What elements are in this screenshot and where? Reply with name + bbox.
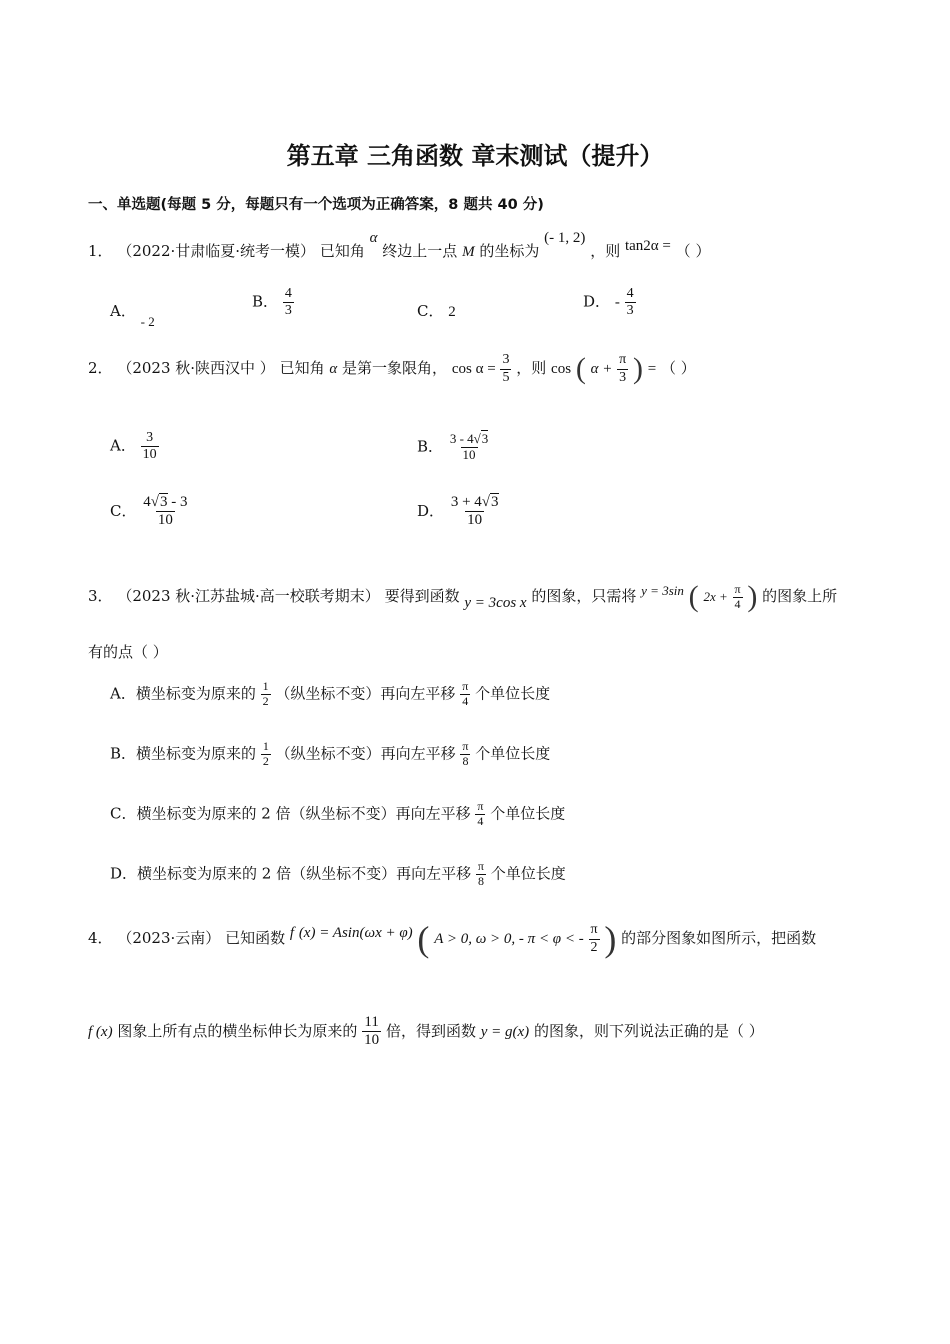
option-c: C．横坐标变为原来的 2 倍（纵坐标不变）再向左平移 $\frac{\pi}{4}$ 个单位长度	[110, 799, 566, 828]
option-label: D．	[110, 864, 138, 883]
question-source: （2023 秋·陕西汉中 ）	[117, 359, 275, 377]
option-label: C．	[110, 501, 137, 520]
option-fraction: $\frac{3 - 4√3}{10}$	[449, 431, 489, 462]
math-condition: A > 0, ω > 0, - π < φ < -	[434, 931, 584, 947]
question-text: 已知角	[319, 242, 365, 260]
option-d: D．横坐标变为原来的 2 倍（纵坐标不变）再向左平移 $\frac{\pi}{8}$ 个单位长度	[110, 859, 566, 888]
question-text: 要得到函数	[384, 587, 460, 605]
math-cos: cos	[551, 361, 572, 377]
math-point: M	[462, 244, 475, 260]
option-label: B．	[252, 292, 279, 311]
option-label: A．	[110, 684, 136, 703]
question-text: 倍，得到函数	[385, 1021, 476, 1040]
option-label: D．	[417, 501, 445, 520]
option-label: A．	[110, 302, 136, 320]
option-a	[110, 300, 155, 329]
math-function: y = 3sin	[641, 583, 684, 598]
option-label: C．	[417, 302, 444, 320]
option-label: C．	[110, 804, 137, 823]
question-number: 2．	[88, 359, 113, 377]
math-alpha: α	[329, 361, 338, 377]
option-value: 2	[448, 304, 456, 320]
question-number: 1．	[88, 242, 113, 260]
option-d	[583, 286, 636, 319]
math-equals: =	[647, 361, 657, 377]
question-text: 已知函数	[225, 929, 286, 947]
math-fraction: $\frac{11}{10}$	[364, 1014, 380, 1049]
option-b: B．横坐标变为原来的 $\frac{1}{2}$ （纵坐标不变）再向左平移 $\frac{\pi}{8}$ 个单位长度	[110, 739, 551, 768]
option-fraction: $\frac{1}{2}$	[262, 679, 269, 708]
math-fraction: $\frac{3}{5}$	[502, 352, 510, 385]
option-fraction: $\frac{\pi}{4}$	[462, 679, 469, 708]
question-text: 的图象，则下列说法正确的是（ ）	[533, 1021, 764, 1040]
option-fraction: $\frac{4}{3}$	[626, 286, 634, 319]
option-b	[252, 286, 294, 319]
math-function: y = 3cos x	[464, 595, 527, 611]
answer-blank: （ ）	[661, 359, 696, 377]
question-text: 终边上一点	[382, 242, 458, 260]
option-c	[417, 300, 456, 321]
section-heading: 一、单选题(每题 5 分，每题只有一个选项为正确答案，8 题共 40 分)	[88, 197, 544, 213]
math-inner: 2x +	[703, 589, 728, 604]
question-4-line-2	[88, 1014, 764, 1050]
option-label: B．	[110, 744, 137, 763]
question-text: 的部分图象如图所示，把函数	[621, 929, 817, 947]
question-3-line-2: 有的点（ ）	[88, 643, 168, 661]
question-3: 3． （2023 秋·江苏盐城·高一校联考期末） 要得到函数 y = 3cos x 的图象，只需将 y = 3sin ( 2x + $\frac{\pi}{4}$ ) 的图象上所	[88, 580, 838, 613]
math-fraction: $\frac{\pi}{2}$	[590, 922, 598, 955]
question-1	[88, 230, 711, 261]
question-source: （2023 秋·江苏盐城·高一校联考期末）	[117, 587, 380, 605]
math-function: f (x)	[88, 1023, 113, 1040]
option-c	[110, 494, 190, 530]
option-value: - 2	[140, 314, 155, 329]
option-b	[417, 432, 490, 463]
option-fraction: $\frac{4}{3}$	[284, 286, 292, 319]
math-coordinate: (- 1, 2)	[544, 230, 586, 246]
option-fraction: $\frac{3}{10}$	[142, 430, 157, 463]
option-fraction: $\frac{4√3 - 3}{10}$	[143, 494, 188, 529]
question-text: 的图象上所	[762, 587, 838, 605]
question-number: 4．	[88, 929, 113, 947]
math-fraction: $\frac{\pi}{4}$	[734, 581, 741, 611]
answer-blank: （ ）	[675, 242, 711, 260]
page-title: 第五章 三角函数 章末测试（提升）	[286, 142, 664, 170]
math-fraction: $\frac{\pi}{3}$	[619, 352, 627, 385]
math-inner: α +	[590, 361, 613, 377]
question-text: 图象上所有点的横坐标伸长为原来的	[117, 1021, 358, 1040]
question-text: 是第一象限角，	[342, 359, 448, 377]
question-4: 4． （2023·云南） 已知函数 f (x) = Asin(ωx + φ) ( A > 0, ω > 0, - π < φ < - $\frac{\pi}{2}$ ) 的部分图象如图所示，把函数	[88, 919, 817, 959]
question-text: 的坐标为	[479, 242, 540, 260]
option-fraction: $\frac{3 + 4√3}{10}$	[450, 494, 499, 529]
math-cos-lhs: cos α =	[451, 361, 496, 377]
math-function: y = g(x)	[480, 1023, 530, 1040]
option-label: B．	[417, 437, 444, 456]
option-label: D．	[583, 292, 611, 311]
question-text: ，则	[590, 242, 621, 260]
math-alpha: α	[369, 230, 378, 246]
option-sign: -	[614, 294, 620, 311]
question-source: （2023·云南）	[117, 929, 221, 947]
question-text: 的图象，只需将	[531, 587, 637, 605]
option-a	[110, 430, 159, 463]
question-text: ，则	[516, 359, 547, 377]
option-label: A．	[110, 436, 136, 455]
option-a: A．横坐标变为原来的 $\frac{1}{2}$ （纵坐标不变）再向左平移 $\frac{\pi}{4}$ 个单位长度	[110, 679, 551, 708]
math-expression: tan2α =	[624, 238, 671, 254]
math-function: (x) = Asin(ωx + φ)	[298, 925, 413, 941]
question-source: （2022·甘肃临夏·统考一模）	[117, 242, 316, 260]
question-number: 3．	[88, 587, 113, 605]
option-d	[417, 494, 501, 530]
question-2: 2． （2023 秋·陕西汉中 ） 已知角 α 是第一象限角， cos α = $\frac{3}{5}$ ，则 cos ( α + $\frac{\pi}{3}$ ) = （ ）	[88, 352, 696, 385]
question-text: 已知角	[279, 359, 325, 377]
option-fraction: $\frac{1}{2}$	[262, 739, 269, 768]
option-fraction: $\frac{\pi}{8}$	[462, 739, 469, 768]
option-fraction: $\frac{\pi}{4}$	[477, 799, 484, 828]
math-f: f	[289, 925, 295, 941]
option-fraction: $\frac{\pi}{8}$	[477, 859, 484, 888]
